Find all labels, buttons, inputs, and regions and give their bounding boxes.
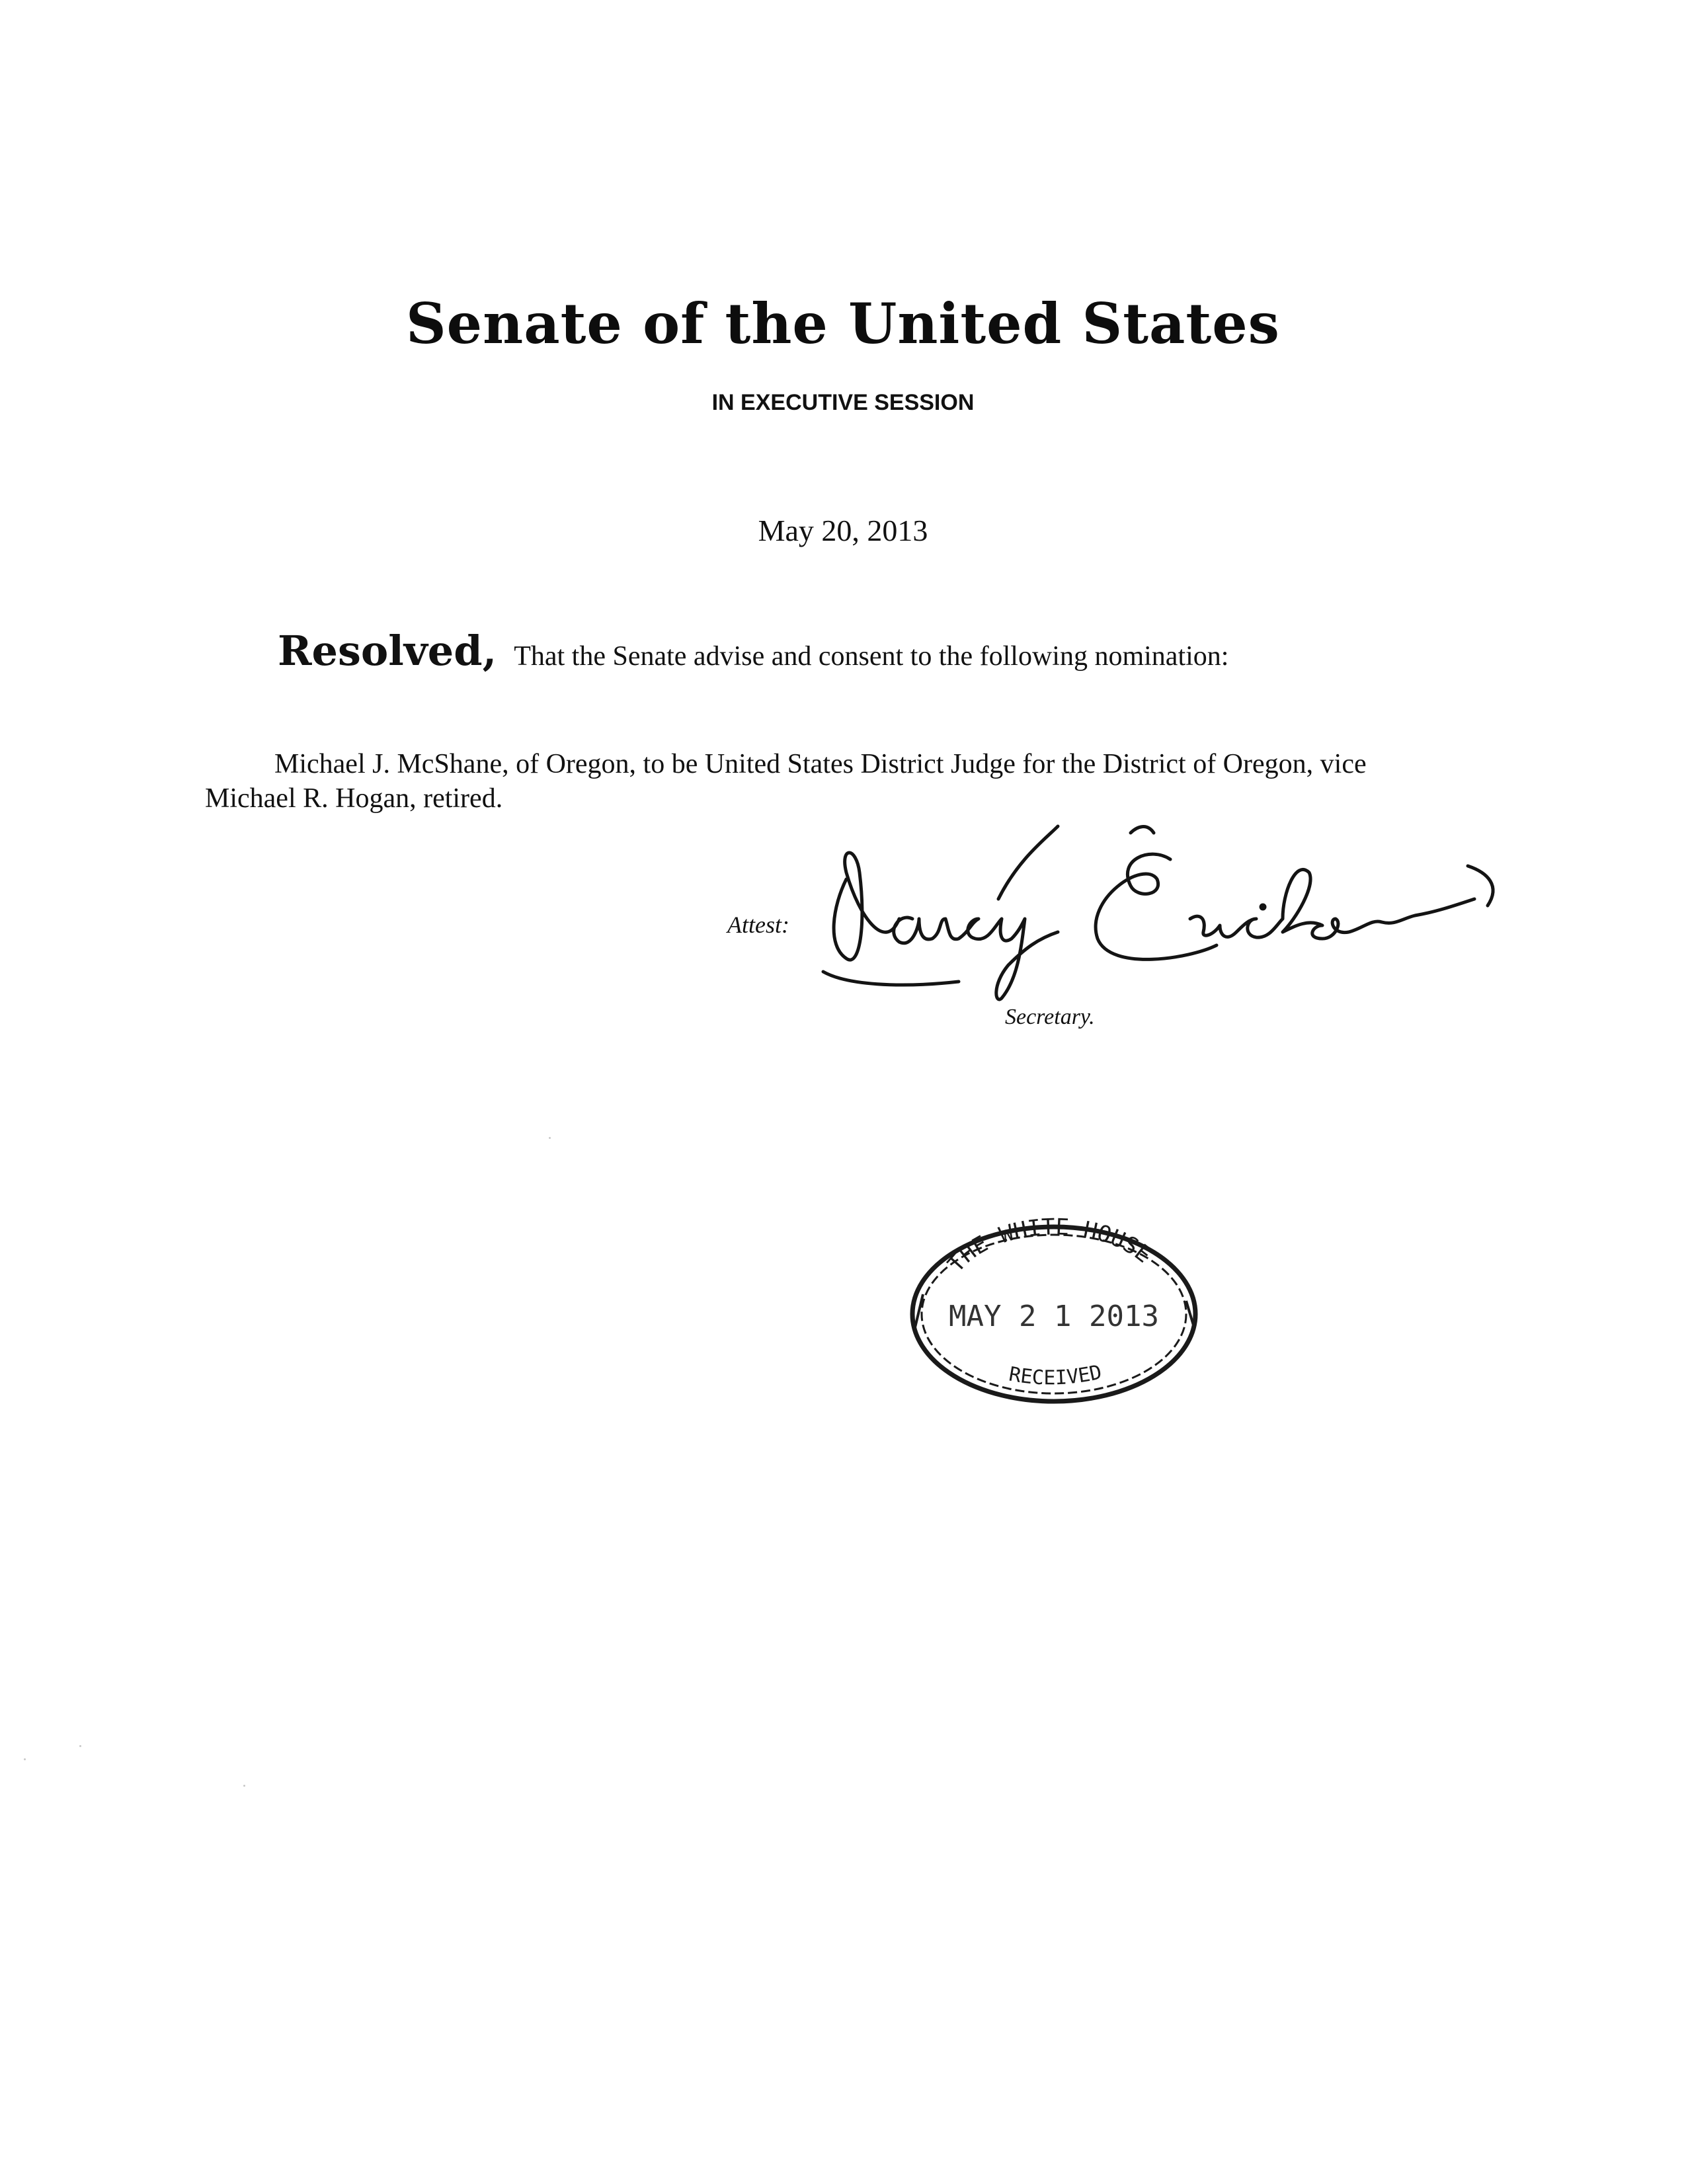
nomination-paragraph	[205, 747, 1428, 816]
nomination-text: Michael J. McShane, of Oregon, to be United States District Judge for the District of Oregon, vice Michael R. Hogan, retired.	[205, 749, 1367, 814]
document-date: May 20, 2013	[758, 514, 928, 547]
attest-label: Attest:	[727, 912, 789, 938]
stamp-date-text: MAY 2 1 2013	[949, 1300, 1159, 1333]
document-heading: Senate of the United States	[406, 291, 1280, 356]
session-label: IN EXECUTIVE SESSION	[711, 390, 975, 415]
signature-image	[820, 820, 1507, 1005]
stamp-bottom-text: RECEIVED	[1007, 1360, 1104, 1390]
white-house-received-stamp	[903, 1215, 1205, 1413]
secretary-label: Secretary.	[1005, 1005, 1095, 1029]
resolution-line	[278, 627, 1228, 675]
paper-speck	[243, 1785, 245, 1787]
paper-speck	[79, 1745, 81, 1747]
resolution-text: That the Senate advise and consent to the following nomination:	[514, 641, 1229, 672]
resolved-word: Resolved,	[278, 627, 497, 675]
stamp-top-text: THE WHITE HOUSE	[942, 1215, 1156, 1278]
paper-speck	[24, 1758, 26, 1760]
paper-speck	[549, 1137, 551, 1139]
